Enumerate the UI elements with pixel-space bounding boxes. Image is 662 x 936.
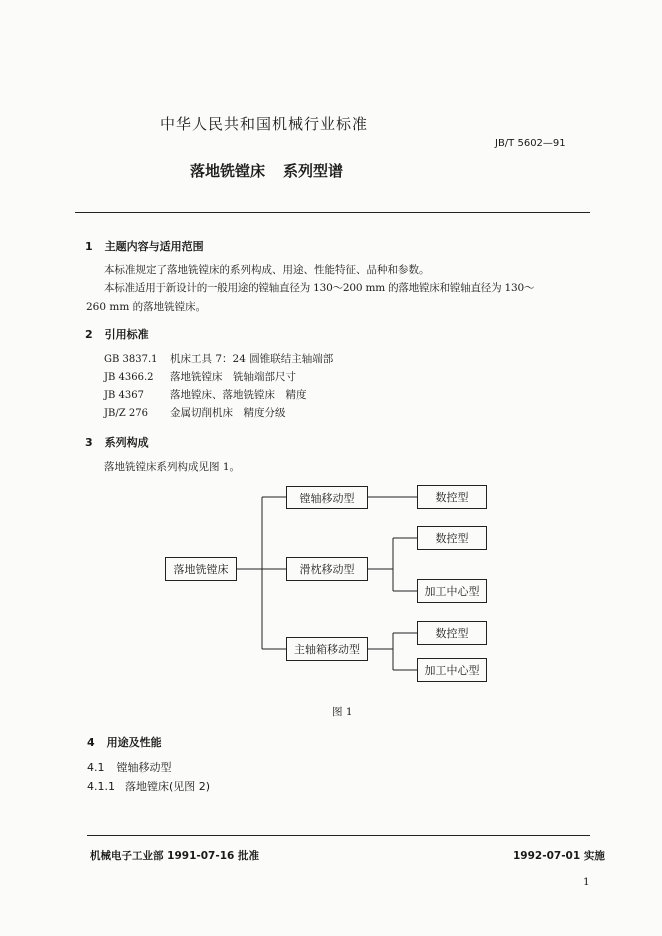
reference-code: JB 4367 — [104, 390, 144, 401]
section-1-para-1: 本标准规定了落地铣镗床的系列构成、用途、性能特征、品种和参数。 — [104, 264, 430, 276]
reference-title: 机床工具 7：24 圆锥联结主轴端部 — [170, 353, 334, 365]
reference-title: 落地镗床、落地铣镗床 精度 — [170, 389, 307, 401]
reference-code: JB 4366.2 — [104, 372, 154, 383]
diagram-leaf-machining-center-box: 加工中心型 — [417, 658, 487, 682]
section-3-intro: 落地铣镗床系列构成见图 1。 — [104, 461, 241, 473]
section-3-number: 3 — [85, 436, 93, 449]
subsection-4-1-1-heading — [87, 778, 210, 794]
figure-caption: 图 1 — [332, 706, 353, 718]
title-part-2: 系列型谱 — [283, 162, 344, 180]
title-part-1: 落地铣镗床 — [190, 162, 266, 180]
page-number: 1 — [583, 876, 590, 888]
reference-code: GB 3837.1 — [104, 354, 158, 365]
section-1-number: 1 — [85, 240, 93, 253]
section-3-title: 系列构成 — [104, 436, 149, 449]
diagram-root-box: 落地铣镗床 — [165, 557, 237, 581]
section-1-para-2-line-1: 本标准适用于新设计的一般用途的镗轴直径为 130～200 mm 的落地镗床和镗轴直径为 130～ — [104, 282, 535, 294]
subsection-4-1-title: 镗轴移动型 — [116, 761, 172, 774]
ministry-standard-line: 中华人民共和国机械行业标准 — [160, 115, 369, 133]
reference-title: 金属切削机床 精度分级 — [170, 407, 286, 419]
subsection-4-1-1-title: 落地镗床(见图 2) — [125, 780, 211, 793]
section-4-title: 用途及性能 — [106, 736, 162, 749]
reference-code: JB/Z 276 — [104, 408, 148, 419]
diagram-leaf-cnc-box: 数控型 — [417, 485, 487, 509]
subsection-4-1-number: 4.1 — [87, 761, 105, 774]
section-4-number: 4 — [87, 736, 95, 749]
effective-date: 1992-07-01 实施 — [513, 850, 605, 862]
footer-divider — [87, 835, 590, 836]
diagram-branch-ram-box: 滑枕移动型 — [286, 557, 368, 581]
reference-title: 落地铣镗床 铣轴端部尺寸 — [170, 371, 296, 383]
diagram-branch-headstock-box: 主轴箱移动型 — [286, 637, 368, 661]
section-4-heading — [87, 734, 162, 750]
section-2-title: 引用标准 — [104, 328, 149, 341]
standard-code: JB/T 5602—91 — [495, 138, 566, 149]
diagram-branch-boring-spindle-box: 镗轴移动型 — [286, 486, 368, 509]
section-1-title: 主题内容与适用范围 — [104, 240, 204, 253]
diagram-leaf-machining-center-box: 加工中心型 — [417, 579, 487, 603]
diagram-leaf-cnc-box: 数控型 — [417, 526, 487, 550]
approval-date: 机械电子工业部 1991-07-16 批准 — [90, 850, 259, 862]
section-1-para-2-line-2: 260 mm 的落地铣镗床。 — [86, 301, 207, 313]
subsection-4-1-1-number: 4.1.1 — [87, 780, 115, 793]
diagram-leaf-cnc-box: 数控型 — [417, 621, 487, 645]
subsection-4-1-heading — [87, 759, 172, 775]
section-2-number: 2 — [85, 328, 93, 341]
